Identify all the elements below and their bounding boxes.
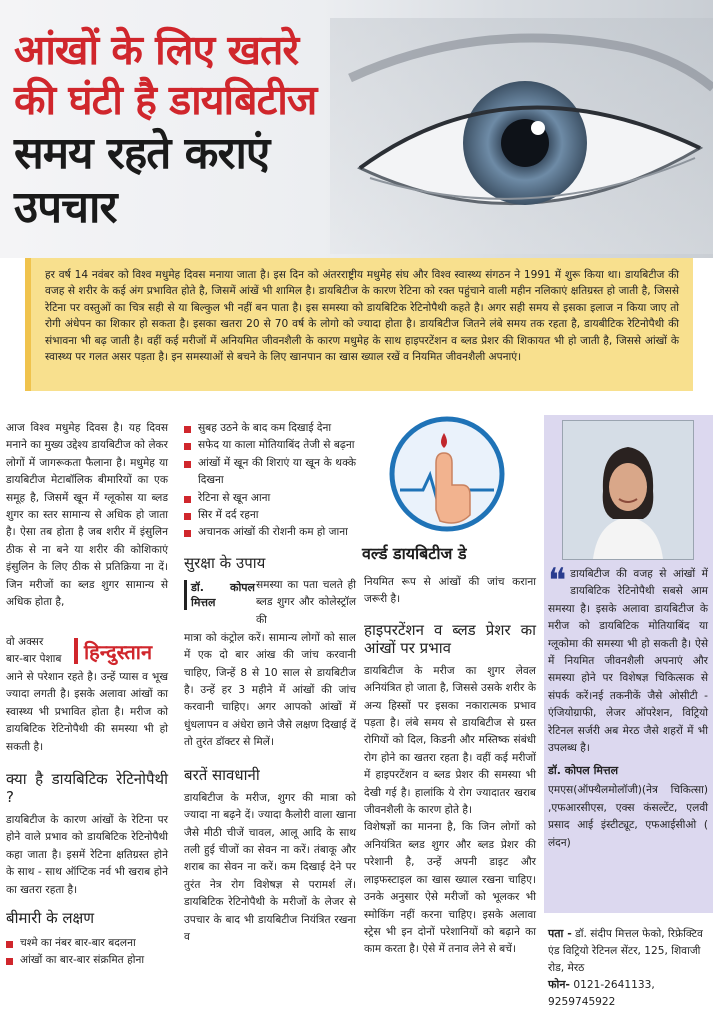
- phone-numbers: 0121-2641133, 9259745922: [548, 979, 655, 1008]
- col1-heading-1: क्या है डायबिटिक रेटिनोपैथी ?: [6, 770, 168, 807]
- list-item: आंखों का बार-बार संक्रमित होना: [6, 952, 168, 969]
- finger-prick-icon: [388, 415, 506, 533]
- address-label: पता -: [548, 927, 572, 940]
- col3-paragraph-3: विशेषज्ञों का मानना है, कि जिन लोगों को अनियंत्रित ब्लड शुगर और ब्लड प्रेशर की परेशानी है, उन्हें अपनी डाइट और लाइफस्टाइल का खास ख्याल रखना चाहिए। उनके अनुसार ऐसे मरीजों को भूलकर भी स्मोकिंग नहीं करना चाहिए। इसके अलावा स्ट्रेस भी इन दोनों परेशानियों को बढ़ाने का काम करता है। ऐसे में तनाव लेने से बचें।: [364, 821, 536, 956]
- list-item: अचानक आंखों की रोशनी कम हो जाना: [184, 524, 356, 541]
- byline-doctor: डॉ. कोपल मित्तल: [184, 580, 255, 610]
- headline-line-2: की घंटी है डायबिटीज: [14, 76, 317, 124]
- headline-line-1: आंखों के लिए खतरे: [14, 26, 299, 74]
- col1-paragraph-1c: बार-बार पेशाब: [6, 653, 62, 666]
- doctor-portrait-icon: [563, 421, 693, 559]
- column-3: [364, 574, 536, 959]
- col2-symptom-list: [184, 420, 356, 542]
- world-diabetes-day-label: वर्ल्ड डायबिटीज डे: [362, 544, 467, 563]
- col1-paragraph-1: आज विश्व मधुमेह दिवस है। यह दिवस मनाने का मुख्य उद्देश्य डायबिटीज को लेकर लोगों में जागरूकता फैलाना है। मधुमेह या डायबिटीज मेटाबॉलिक बीमारियों का एक समूह है, जिसमें खून में ग्लूकोस या ब्लड शुगर का स्तर सामान्य से अधिक हो जाता है। ऐसा तब होता है जब शरीर में इंसुलिन ठीक से ना बने या शरीर की कोशिकाएं इंसुलिन के लिए ठीक से प्रतिक्रिया ना दें। जिन मरीजों का ब्लड शुगर सामान्य से अधिक होता है,: [6, 422, 169, 609]
- col2-paragraph-2: डायबिटीज के मरीज, शुगर की मात्रा को ज्यादा ना बढ़ने दें। ज्यादा कैलोरी वाला खाना जैसे मीठी चीजें चावल, आलू आदि के साथ तली हुई चीजों का सेवन ना करें। तंबाकू और शराब का सेवन ना करें। कम दिखाई देने पर तुरंत नेत्र रोग विशेषज्ञ से परामर्श लें। डायबिटिक रेटिनोपैथी के मरीजों के लेजर से उपचार के बाद भी डायबिटीज नियंत्रित रखना व: [184, 791, 356, 943]
- col2-paragraph-1a: समस्या का पता चलते ही ब्लड शुगर और कोलेस्ट्रॉल की: [256, 578, 356, 626]
- col2-heading-2: बरतें सावधानी: [184, 765, 260, 784]
- header-banner: [0, 0, 713, 258]
- col3-paragraph-1: नियमित रूप से आंखों की जांच कराना जरूरी है।: [364, 576, 536, 606]
- col1-heading-2: बीमारी के लक्षण: [6, 909, 95, 928]
- column-1: [6, 420, 168, 611]
- list-item: आंखों में खून की शिराएं या खून के थक्के दिखना: [184, 455, 356, 490]
- list-item: रेटिना से खून आना: [184, 490, 356, 507]
- col2-paragraph-1: मात्रा को कंट्रोल करें। सामान्य लोगों को साल में एक दो बार आंख की जांच करवानी चाहिए, जिन्हें 8 से 10 साल से डायबिटीज है। उन्हें हर 3 महीने में आंखों की जांच करवानी चाहिए। अगर आपको आंखों में धुंधलापन व अंधेरा छाने जैसे लक्षण दिखाई दें तो तुरंत डॉक्टर से मिलें।: [184, 631, 356, 749]
- phone-label: फोन-: [548, 978, 571, 991]
- col4-quote: [548, 561, 708, 852]
- logo-bar-icon: [72, 636, 82, 666]
- col3-paragraph-2: डायबिटीज के मरीज का शुगर लेवल अनियंत्रित हो जाता है, जिससे उसके शरीर के अन्य हिस्सों पर इसका नकारात्मक प्रभाव पड़ता है। लंबे समय से डायबिटीज से ग्रस्त रोगियों को दिल, किडनी और मस्तिष्क संबंधी रोग होने का खतरा रहता है। वहीं कई मरीजों में हाइपरटेंशन व ब्लड प्रेशर की समस्या भी देखी गई है। हालांकि ये रोग ज्यादातर खराब जीवनशैली के कारण होते है।: [364, 664, 536, 817]
- logo-text: हिन्दुस्तान: [84, 640, 153, 664]
- col1-paragraph-1b: वो अक्सर: [6, 636, 44, 648]
- col1-paragraph-3: डायबिटीज के कारण आंखों के रेटिना पर होने वाले प्रभाव को डायबिटिक रेटिनोपैथी कहा जाता है। इसमें रेटिना क्षतिग्रस्त होने के साथ - साथ ऑप्टिक नर्व भी खराब होने का खतरा रहता है।: [6, 814, 168, 896]
- eye-illustration: [330, 18, 713, 254]
- column-2: [184, 420, 356, 946]
- doctor-name: डॉ. कोपल मित्तल: [548, 764, 619, 778]
- col1-symptom-list: [6, 935, 168, 970]
- col3-heading-1: हाइपरटेंशन व ब्लड प्रेशर का आंखों पर प्रभाव: [364, 620, 536, 657]
- intro-box: [25, 258, 693, 391]
- headline-line-4: उपचार: [14, 182, 117, 233]
- intro-text: हर वर्ष 14 नवंबर को विश्व मधुमेह दिवस मनाया जाता है। इस दिन को अंतरराष्ट्रीय मधुमेह संघ और विश्व स्वास्थ्य संगठन ने 1991 में शुरू किया था। डायबिटीज की वजह से शरीर के कई अंग प्रभावित होते है, जिसमें आंखें भी शामिल है। डायबिटीज के कारण रेटिना को रक्त पहुंचाने वाली महीन नलिकाएं क्षतिग्रस्त हो जाती है, जिससे रेटिना पर वस्तुओं का चित्र सही से या बिल्कुल भी नहीं बन पाता है। इस समस्या को डायबिटिक रेटिनोपैथी कहते है। अगर सही समय से इसका इलाज न किया जाए तो रोगी अंधेपन का शिकार हो सकता है। इसका खतरा 20 से 70 वर्ष के लोगो को ज्यादा होता है। डायबिटीज जितने लंबे समय तक रहता है, डायबीटिक रेटिनोपैथी की संभावना भी बढ़ जाती है। वहीं कई मरीजों में अनियमित जीवनशैली के कारण मधुमेह के साथ हाइपरटेंशन व ब्लड प्रेशर की शिकायत भी हो जाती है, जिससे आंखों के स्वास्थ्य पर गलत असर पड़ता है। इन समस्याओं से बचने के लिए खानपान का खास ख्याल रखें व नियमित जीवनशैली अपनाएं।: [45, 269, 679, 364]
- address-text: डॉ. संदीप मित्तल फेको, रिफ्रेक्टिव एंड विट्रियो रेटिनल सेंटर, 125, शिवाजी रोड, मेरठ: [548, 928, 703, 974]
- list-item: सिर में दर्द रहना: [184, 507, 356, 524]
- quote-text: डायबिटीज की वजह से आंखों में डायबिटिक रेटिनोपैथी सबसे आम समस्या है। इसके अलावा डायबिटीज के मरीज को डायबिटिक मोतियाबिंद या ग्लूकोमा की समस्या भी हो सकती है। ऐसे में नियमित जीवनशैली अपनाएं और समस्या होने पर विशेषज्ञ चिकित्सक से संपर्क करें।नई तकनीकें जैसे ओसीटी - एंजियोग्राफी, लेजर ऑपरेशन, विट्रियो रेटिनल सर्जरी अब मेरठ जैसे शहरों में भी उपलब्ध है।: [548, 568, 708, 755]
- hindustan-logo: [72, 636, 180, 666]
- list-item: सुबह उठने के बाद कम दिखाई देना: [184, 420, 356, 437]
- col1-block-2: [6, 669, 168, 970]
- headline-line-3: समय रहते कराएं: [14, 128, 270, 179]
- col1-paragraph-2: आने से परेशान रहते है। उन्हें प्यास व भूख ज्यादा लगती है। इसके अलावा आंखों का स्वास्थ्य भी प्रभावित होता है। मरीज को डायबिटिक रेटिनोपैथी की समस्या भी हो सकती है।: [6, 671, 168, 753]
- list-item: चश्मे का नंबर बार-बार बदलना: [6, 935, 168, 952]
- list-item: सफेद या काला मोतियाबिंद तेजी से बढ़ना: [184, 437, 356, 454]
- doctor-photo: [562, 420, 694, 560]
- col2-heading-1: सुरक्षा के उपाय: [184, 553, 266, 572]
- col1-text-aside: [6, 634, 68, 669]
- doctor-qualifications: एमएस(ऑफ्थैलमोलॉजी)(नेत्र चिकित्सा) ,एफआरसीएस, एक्स कंसल्टेंट, एलवी प्रसाद आई इंस्टीट्यूट, एफआईसीओ ( लंदन): [548, 784, 708, 849]
- contact-info: [548, 926, 713, 1011]
- quote-mark-icon: ❝: [548, 561, 567, 601]
